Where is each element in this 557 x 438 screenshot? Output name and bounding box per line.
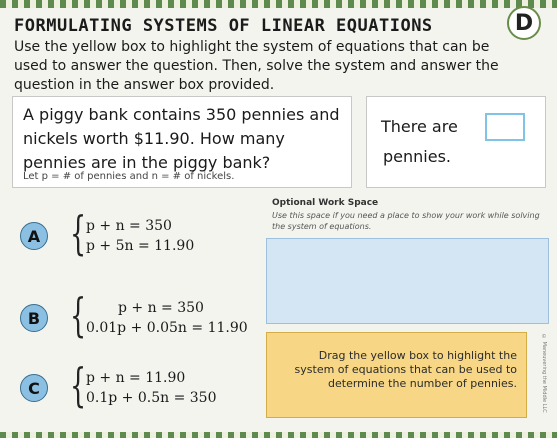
problem-card: [12, 96, 352, 188]
top-border-stripes: [0, 0, 557, 8]
option-c-equation-1: p + n = 11.90: [86, 370, 186, 386]
instructions-text: Use the yellow box to highlight the system of equations that can be used to answer the question. Then, solve the system and answer the question in the answer box provided.: [14, 39, 499, 93]
drag-instructions: Drag the yellow box to highlight the system of equations that can be used to determine the number of pennies.: [294, 349, 517, 390]
option-a-label: A: [20, 222, 48, 250]
answer-card: [366, 96, 546, 188]
option-a[interactable]: [20, 208, 260, 264]
option-b[interactable]: [20, 290, 260, 346]
bottom-border-stripes: [0, 432, 557, 438]
page-title: FORMULATING SYSTEMS OF LINEAR EQUATIONS: [14, 16, 433, 36]
word-problem-text: A piggy bank contains 350 pennies and nickels worth $11.90. How many pennies are in the piggy bank?: [23, 105, 340, 172]
option-b-equation-1: p + n = 350: [118, 300, 204, 316]
version-badge: D: [507, 6, 541, 40]
brace-icon: {: [70, 358, 87, 412]
answer-input[interactable]: [485, 113, 525, 141]
variable-definition: Let p = # of pennies and n = # of nickels.: [23, 171, 235, 182]
brace-icon: {: [70, 288, 87, 342]
option-b-equation-2: 0.01p + 0.05n = 11.90: [86, 320, 248, 336]
answer-suffix: pennies.: [383, 147, 451, 166]
option-a-equation-2: p + 5n = 11.90: [86, 238, 195, 254]
option-a-equation-1: p + n = 350: [86, 218, 172, 234]
copyright-text: © Maneuvering the Middle LLC: [541, 334, 547, 413]
work-space-title: Optional Work Space: [272, 198, 379, 208]
work-space-description: Use this space if you need a place to show your work while solving the system of equations.: [272, 211, 540, 231]
option-c-equation-2: 0.1p + 0.5n = 350: [86, 390, 217, 406]
option-c-label: C: [20, 374, 48, 402]
draggable-highlight-box[interactable]: [266, 332, 527, 418]
answer-prefix: There are: [381, 117, 458, 136]
work-space-area[interactable]: [266, 238, 549, 324]
option-b-label: B: [20, 304, 48, 332]
brace-icon: {: [70, 206, 87, 260]
option-c[interactable]: [20, 360, 260, 416]
